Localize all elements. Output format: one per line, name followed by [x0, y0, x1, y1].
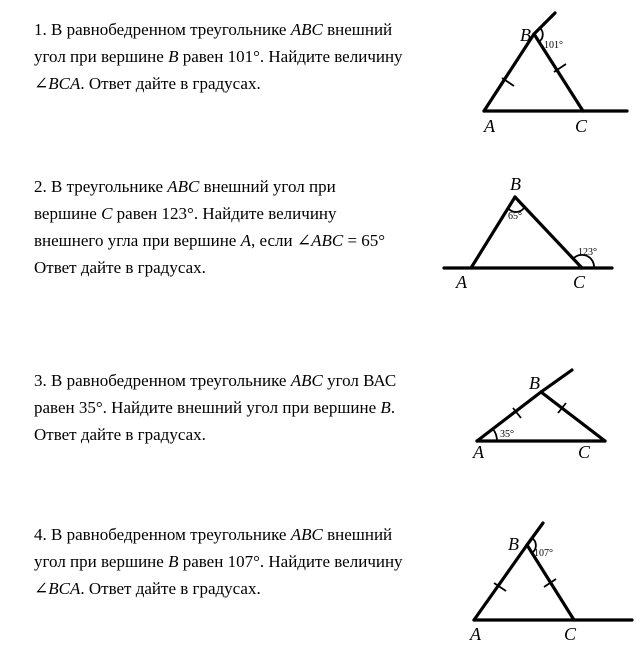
math-symbol: B: [168, 47, 179, 66]
math-symbol: ABC: [311, 231, 344, 250]
problem-text-line: 4. В равнобедренном треугольнике ABC внешний: [34, 525, 393, 544]
angle-arc-b: [540, 28, 543, 41]
math-symbol: ABC: [167, 177, 200, 196]
side-bc: [515, 197, 582, 268]
problem-3-text: [34, 367, 396, 448]
problem-text-line: 1. В равнобедренном треугольнике ABC внешний: [34, 20, 393, 39]
side-bc: [541, 392, 605, 441]
angle-label-b: 65°: [508, 211, 522, 222]
problem-text-line: угол при вершине B равен 107°. Найдите величину: [34, 552, 403, 571]
problem-text-line: вершине C равен 123°. Найдите величину: [34, 204, 337, 223]
problem-text-line: ∠BCA. Ответ дайте в градусах.: [34, 74, 261, 93]
problem-2-text: [34, 173, 385, 281]
math-symbol: B: [168, 552, 179, 571]
vertex-label-b: B: [529, 373, 540, 393]
problem-1-triangle-figure: [465, 8, 635, 138]
vertex-label-c: C: [564, 624, 577, 644]
problem-1-text: [34, 16, 403, 97]
angle-label-c: 123°: [578, 247, 597, 258]
problem-text-line: ∠BCA. Ответ дайте в градусах.: [34, 579, 261, 598]
vertex-label-c: C: [575, 116, 588, 136]
problem-text-line: 3. В равнобедренном треугольнике ABC угол ВАС: [34, 371, 397, 390]
problem-text-line: Ответ дайте в градусах.: [34, 425, 206, 444]
problem-text-line: угол при вершине B равен 101°. Найдите величину: [34, 47, 403, 66]
math-symbol: C: [101, 204, 113, 223]
math-symbol: ABC: [290, 525, 323, 544]
vertex-label-a: A: [470, 624, 481, 644]
math-symbol: BCA: [48, 74, 81, 93]
problem-text-line: 2. В треугольнике ABC внешний угол при: [34, 177, 336, 196]
math-symbol: A: [240, 231, 251, 250]
vertex-label-a: A: [456, 272, 467, 292]
angle-arc-a: [493, 429, 497, 441]
problem-3-triangle-figure: [468, 365, 638, 465]
side-ab: [474, 545, 527, 620]
angle-label-b: 107°: [534, 548, 553, 559]
angle-label-b: 101°: [544, 40, 563, 51]
extension-line: [534, 13, 555, 34]
problem-4-triangle-figure: [460, 520, 640, 650]
side-ab: [484, 34, 534, 111]
problem-text-line: равен 35°. Найдите внешний угол при вершине B.: [34, 398, 396, 417]
extension-line: [541, 370, 572, 392]
math-symbol: BCA: [48, 579, 81, 598]
vertex-label-a: A: [484, 116, 495, 136]
problem-text-line: Ответ дайте в градусах.: [34, 258, 206, 277]
vertex-label-a: A: [473, 442, 484, 462]
vertex-label-b: B: [520, 25, 531, 45]
math-symbol: ABC: [290, 20, 323, 39]
math-symbol: B: [380, 398, 391, 417]
side-ab: [471, 197, 515, 268]
vertex-label-c: C: [573, 272, 586, 292]
vertex-label-b: B: [510, 174, 521, 194]
problem-text-line: внешнего угла при вершине A, если ∠ABC = 65°: [34, 231, 386, 250]
problem-4-text: [34, 521, 403, 602]
problem-2-triangle-figure: [440, 172, 640, 292]
angle-label-a: 35°: [500, 429, 514, 440]
vertex-label-c: C: [578, 442, 591, 462]
vertex-label-b: B: [508, 534, 519, 554]
math-symbol: ABC: [290, 371, 323, 390]
